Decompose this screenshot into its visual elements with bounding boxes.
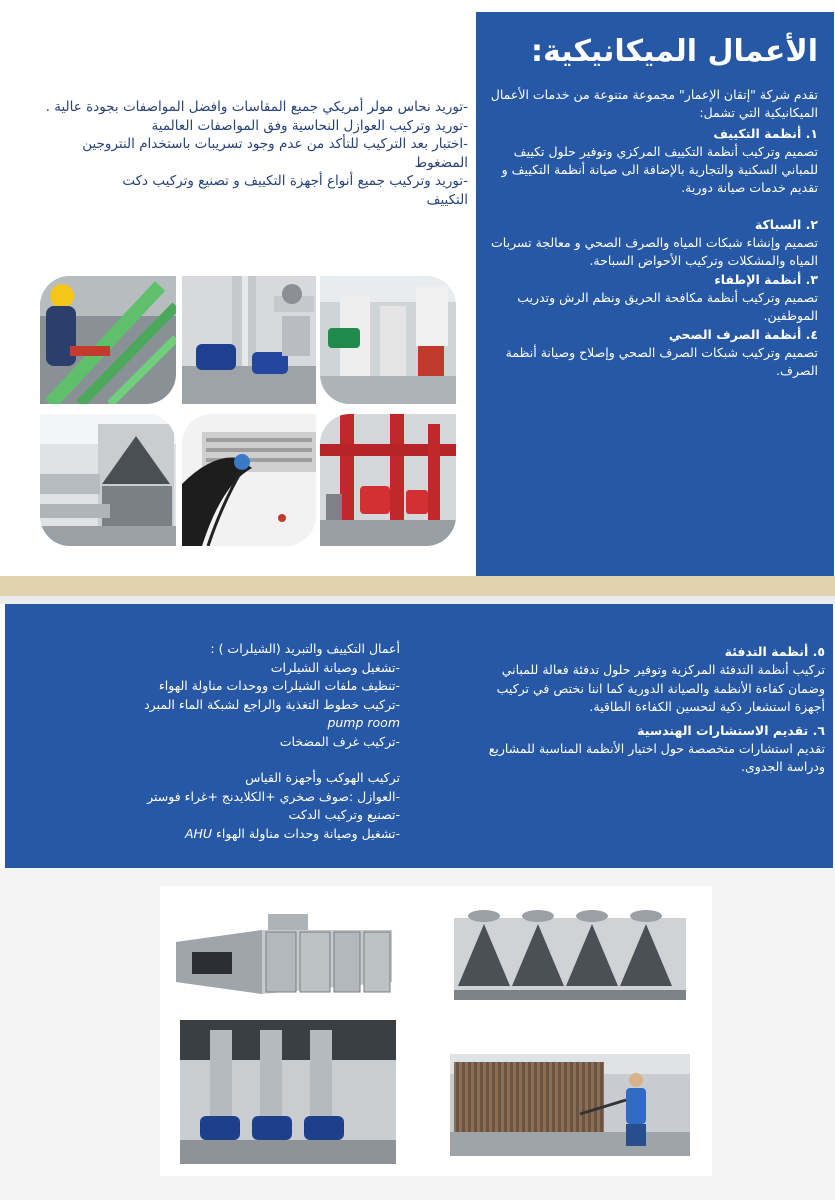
- photo-air-cooled-chiller: [450, 896, 690, 1008]
- photo-worker-cleaning-coils: [450, 1054, 690, 1156]
- section-body-consulting: تقديم استشارات متخصصة حول اختيار الأنظمة المناسبة للمشاريع ودراسة الجدوى.: [488, 740, 825, 774]
- pump-room-text: pump room: [327, 715, 400, 730]
- list-item: -العوازل :صوف صخري +الكلايدنج +غراء فوستر: [147, 788, 400, 804]
- list-item: -توريد نحاس مولر أمريكي جميع المقاسات وافضل المواصفات بجودة عالية .: [45, 99, 468, 115]
- intro-text: تقدم شركة "إتقان الإعمار" مجموعة متنوعة من خدمات الأعمال الميكانيكية التي تشمل:: [490, 87, 818, 120]
- list-item: -تشغيل وصيانة الشيلرات: [270, 659, 400, 675]
- mechanical-works-panel: [476, 12, 834, 576]
- heating-consulting-panel: [5, 604, 833, 868]
- list-item: [120, 825, 400, 844]
- section-title-firefighting: ٣. أنظمة الإطفاء: [714, 272, 818, 287]
- section-title-consulting: ٦. تقديم الاستشارات الهندسية: [637, 722, 825, 738]
- ahu-abbr: AHU: [184, 825, 213, 841]
- section-title-sewage: ٤. أنظمة الصرف الصحي: [668, 327, 818, 342]
- divider-bar: [0, 576, 835, 596]
- list-item: -توريد وتركيب العوازل النحاسية وفق المواصفات العالمية: [151, 117, 468, 134]
- section-gap: [0, 596, 835, 604]
- section-title-ac: ١. أنظمة التكييف: [713, 126, 818, 141]
- ac-supply-list: [40, 98, 468, 209]
- page-title: الأعمال الميكانيكية:: [531, 34, 818, 69]
- hookup-heading: تركيب الهوكب وأجهزة القياس: [245, 770, 400, 785]
- photo-pipe-insulation: [320, 276, 456, 404]
- photo-pump-motor-room: [182, 276, 316, 404]
- list-item: -تنظيف ملفات الشيلرات ووحدات مناولة الهواء: [158, 678, 400, 693]
- photo-pump-station: [180, 1020, 396, 1164]
- chillers-column: [120, 640, 400, 843]
- photo-red-fire-pumps: [320, 414, 456, 546]
- photo-air-handling-unit: [172, 912, 398, 1004]
- section-body-firefighting: تصميم وتركيب أنظمة مكافحة الحريق ونظم الرش وتدريب الموظفين.: [517, 290, 818, 323]
- section-body-ac: تصميم وتركيب أنظمة التكييف المركزي وتوفير حلول تكييف للمباني السكنية والتجارية بالإضافة الى صيانة أنظمة التكييف و تقديم خدمات صيانة دورية.: [501, 144, 818, 195]
- photo-rooftop-chiller: [40, 414, 176, 546]
- list-item: -توريد وتركيب جميع أنواع أجهزة التكييف و تصنيع وتركيب دكت التكييف: [122, 173, 468, 208]
- photo-worker-green-pipes: [40, 276, 176, 404]
- pump-room-label: [120, 714, 400, 733]
- section-body-sewage: تصميم وتركيب شبكات الصرف الصحي وإصلاح وصيانة أنظمة الصرف.: [505, 345, 818, 378]
- list-item: -تصنيع وتركيب الدكت: [288, 807, 400, 822]
- section-body-heating: تركيب أنظمة التدفئة المركزية وتوفير حلول تدفئة فعالة للمباني وضمان كفاءة الأنظمة والصيانة الدورية كما اننا نختص في تركيب أجهزة استشعار ذكية لتحسين الكفاءة الطاقية.: [496, 662, 825, 714]
- chillers-heading: أعمال التكييف والتبريد (الشيلرات ) :: [210, 641, 400, 656]
- heating-consulting-column: [485, 642, 825, 777]
- list-item: -اختبار بعد التركيب للتأكد من عدم وجود تسريبات باستخدام النتروجين المضغوط: [82, 136, 468, 171]
- section-title-plumbing: ٢. السباكة: [754, 217, 818, 232]
- ahu-line: -تشغيل وصيانة وحدات مناولة الهواء: [216, 825, 400, 841]
- list-item: -تركيب خطوط التغذية والراجع لشبكة الماء المبرد: [144, 696, 400, 712]
- photo-pressure-test: [182, 414, 316, 546]
- list-item: -تركيب غرف المضخات: [279, 733, 400, 749]
- section-title-heating: ٥. أنظمة التدفئة: [724, 644, 825, 659]
- section-body-plumbing: تصميم وإنشاء شبكات المياه والصرف الصحي و معالجة تسربات المياه والمشكلات وتركيب الأحواض السباحة.: [491, 235, 818, 268]
